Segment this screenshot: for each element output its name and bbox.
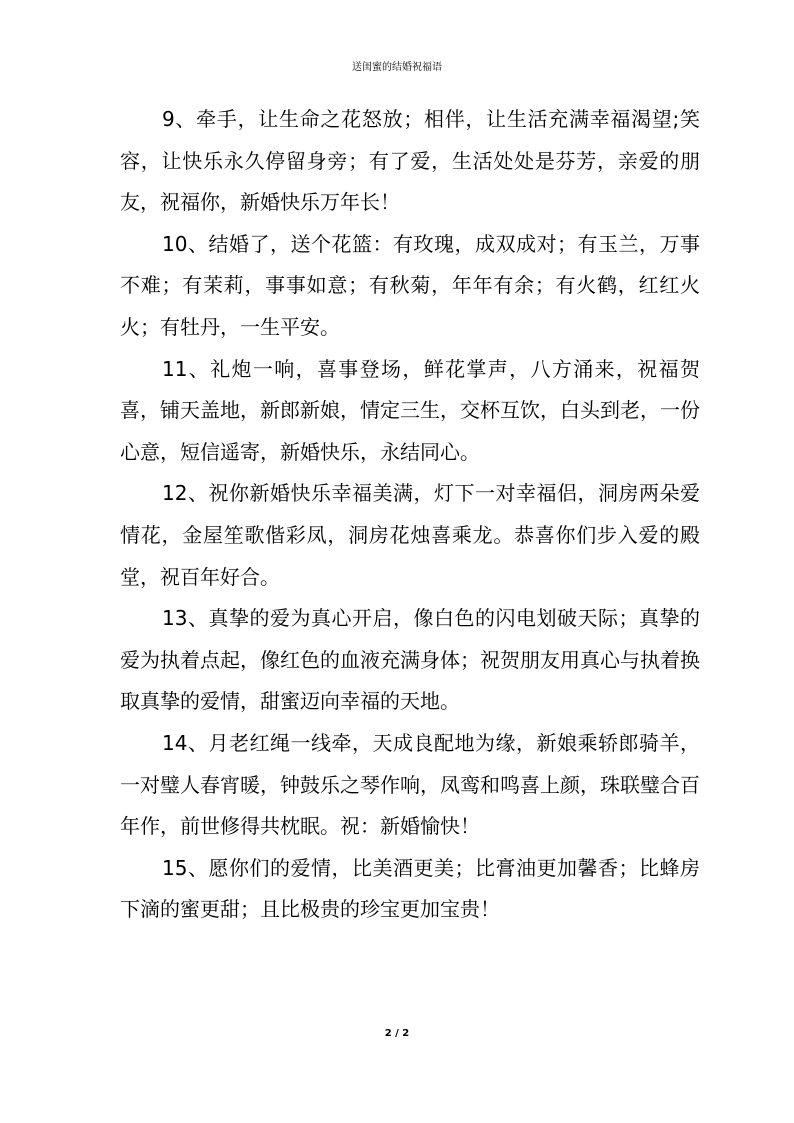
document-body	[120, 99, 700, 931]
paragraph-9: 9、牵手，让生命之花怒放；相伴，让生活充满幸福渴望;笑容，让快乐永久停留身旁；有了爱，生活处处是芬芳，亲爱的朋友，祝福你，新婚快乐万年长！	[120, 107, 700, 215]
paragraph-12: 12、祝你新婚快乐幸福美满，灯下一对幸福侣，洞房两朵爱情花，金屋笙歌偕彩凤，洞房花烛喜乘龙。恭喜你们步入爱的殿堂，祝百年好合。	[120, 481, 700, 589]
paragraph-11: 11、礼炮一响，喜事登场，鲜花掌声，八方涌来，祝福贺喜，铺天盖地，新郎新娘，情定三生，交杯互饮，白头到老，一份心意，短信遥寄，新婚快乐，永结同心。	[120, 356, 700, 464]
paragraph-13: 13、真挚的爱为真心开启，像白色的闪电划破天际；真挚的爱为执着点起，像红色的血液充满身体；祝贺朋友用真心与执着换取真挚的爱情，甜蜜迈向幸福的天地。	[120, 606, 700, 714]
paragraph-10: 10、结婚了，送个花篮：有玫瑰，成双成对；有玉兰，万事不难；有茉莉，事事如意；有秋菊，年年有余；有火鹤，红红火火；有牡丹，一生平安。	[120, 231, 700, 339]
paragraph-14: 14、月老红绳一线牵，天成良配地为缘，新娘乘轿郎骑羊，一对璧人春宵暖，钟鼓乐之琴作响，凤鸾和鸣喜上颜，珠联璧合百年作，前世修得共枕眠。祝：新婚愉快！	[120, 730, 700, 839]
page-number: 2 / 2	[384, 1028, 410, 1039]
page-header-title: 送闺蜜的结婚祝福语	[352, 62, 442, 73]
paragraph-15: 15、愿你们的爱情，比美酒更美；比膏油更加馨香；比蜂房下滴的蜜更甜；且比极贵的珍宝更加宝贵！	[120, 855, 700, 922]
